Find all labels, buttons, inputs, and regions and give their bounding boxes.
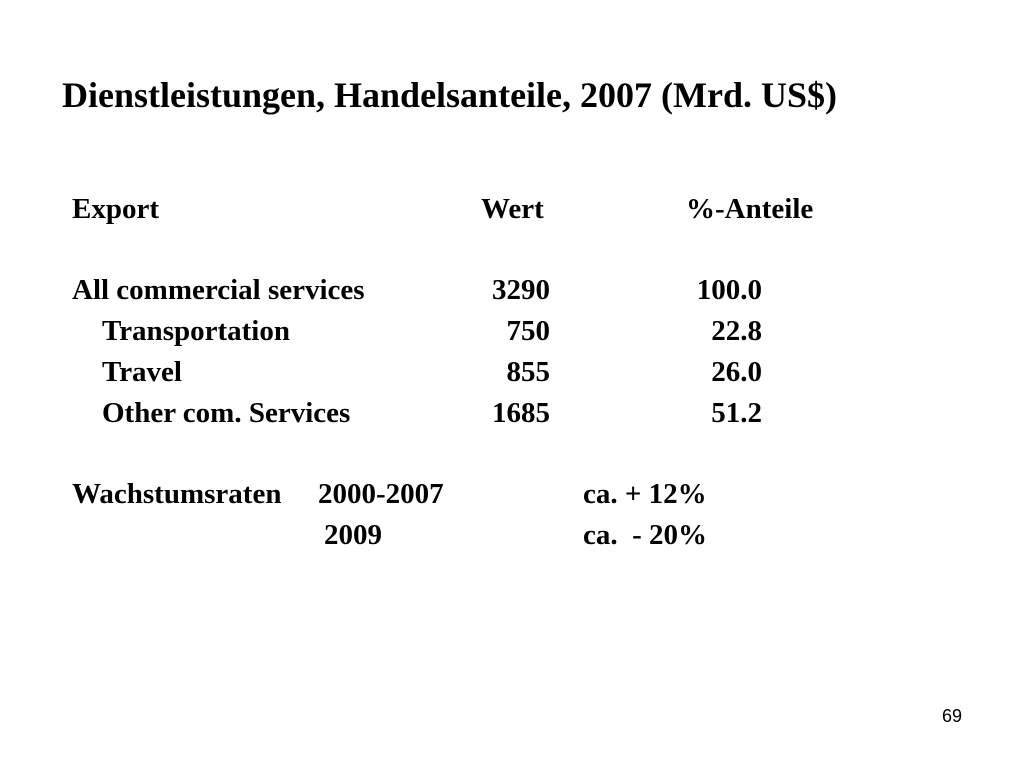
row-share: 26.0 [711, 356, 762, 388]
row-label: Transportation [102, 315, 290, 347]
slide-title: Dienstleistungen, Handelsanteile, 2007 (Mrd. US$) [62, 75, 838, 115]
row-label: All commercial services [72, 274, 365, 306]
row-value: 1685 [492, 397, 550, 429]
header-value: Wert [481, 193, 544, 225]
row-share: 100.0 [696, 274, 762, 306]
header-export: Export [72, 193, 159, 225]
growth-period: 2000-2007 [318, 478, 444, 510]
row-label: Other com. Services [102, 397, 351, 429]
growth-period: 2009 [324, 519, 382, 551]
row-value: 855 [506, 356, 550, 388]
header-share: %-Anteile [686, 193, 814, 225]
slide-number: 69 [941, 706, 962, 726]
row-share: 51.2 [711, 397, 762, 429]
row-share: 22.8 [711, 315, 762, 347]
row-value: 3290 [492, 274, 550, 306]
row-label: Travel [102, 356, 182, 388]
growth-label: Wachstumsraten [72, 478, 282, 510]
row-value: 750 [506, 315, 550, 347]
growth-rate: ca. - 20% [583, 519, 708, 551]
growth-rate: ca. + 12% [583, 478, 707, 510]
